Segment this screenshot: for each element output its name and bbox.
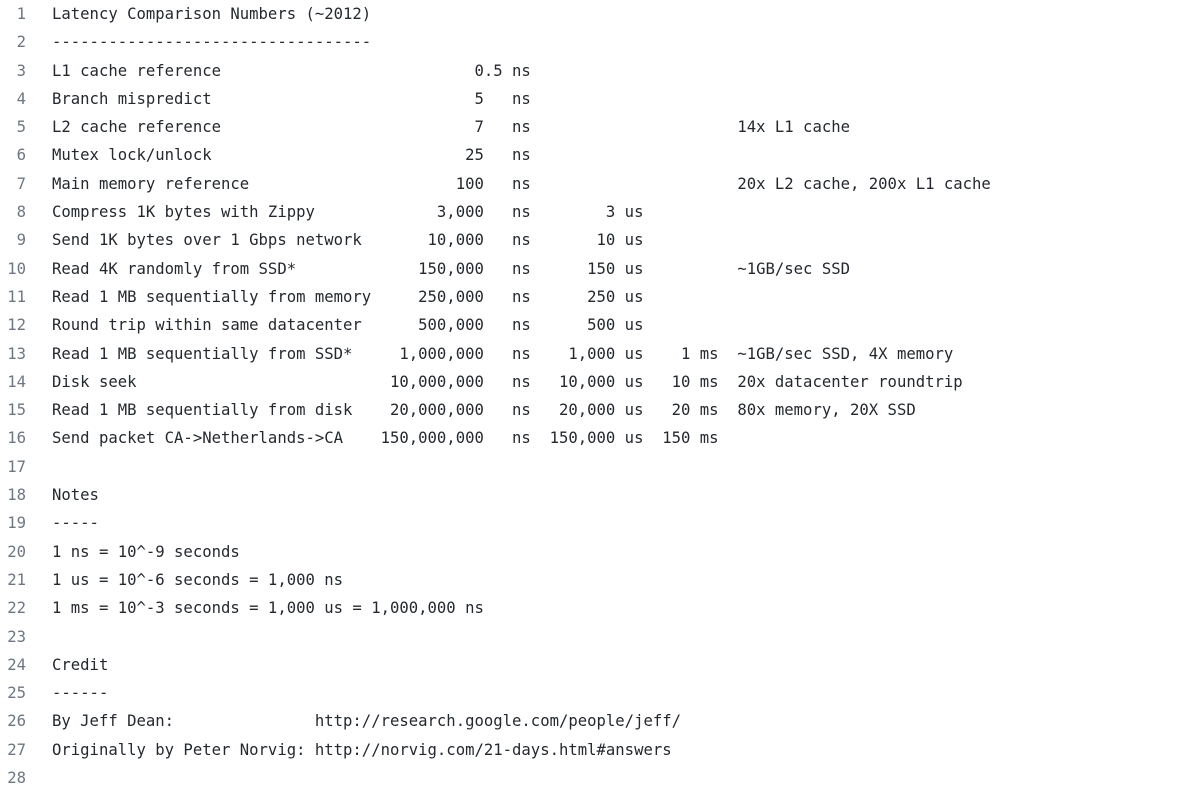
line-number: 18	[7, 486, 26, 505]
line-number: 7	[16, 174, 26, 193]
code-text: Compress 1K bytes with Zippy 3,000 ns 3 us	[52, 203, 644, 222]
code-line	[0, 707, 1200, 735]
code-text: Send packet CA->Netherlands->CA 150,000,000 ns 150,000 us 150 ms	[52, 429, 719, 448]
line-number: 2	[16, 33, 26, 52]
code-text: Send 1K bytes over 1 Gbps network 10,000 ns 10 us	[52, 231, 644, 250]
code-line	[0, 198, 1200, 226]
code-text: Branch mispredict 5 ns	[52, 89, 531, 108]
code-line	[0, 566, 1200, 594]
code-text: 1 ms = 10^-3 seconds = 1,000 us = 1,000,000 ns	[52, 599, 484, 618]
line-number: 4	[16, 89, 26, 108]
code-line	[0, 538, 1200, 566]
code-line	[0, 396, 1200, 424]
line-number: 10	[7, 259, 26, 278]
code-line	[0, 623, 1200, 651]
code-text: -----	[52, 514, 99, 533]
code-line	[0, 424, 1200, 452]
code-text: Read 1 MB sequentially from SSD* 1,000,000 ns 1,000 us 1 ms ~1GB/sec SSD, 4X memory	[52, 344, 954, 363]
code-line	[0, 340, 1200, 368]
line-number: 13	[7, 344, 26, 363]
line-number: 1	[16, 5, 26, 23]
line-number: 24	[7, 655, 26, 674]
code-text: 1 us = 10^-6 seconds = 1,000 ns	[52, 570, 344, 589]
code-text: Mutex lock/unlock 25 ns	[52, 146, 531, 165]
code-text: Originally by Peter Norvig: http://norvig.com/21-days.html#answers	[52, 740, 672, 759]
code-text: L2 cache reference 7 ns 14x L1 cache	[52, 118, 850, 137]
code-line	[0, 57, 1200, 85]
code-text: Disk seek 10,000,000 ns 10,000 us 10 ms 20x datacenter roundtrip	[52, 372, 963, 391]
code-line	[0, 453, 1200, 481]
code-line	[0, 368, 1200, 396]
line-number: 3	[16, 61, 26, 80]
line-number: 5	[16, 118, 26, 137]
code-line	[0, 141, 1200, 169]
code-text: By Jeff Dean: http://research.google.com/people/jeff/	[52, 712, 682, 731]
code-line	[0, 651, 1200, 679]
line-number: 14	[7, 372, 26, 391]
code-line	[0, 0, 1200, 28]
code-text: Main memory reference 100 ns 20x L2 cache, 200x L1 cache	[52, 174, 991, 193]
code-text: Read 4K randomly from SSD* 150,000 ns 150 us ~1GB/sec SSD	[52, 259, 850, 278]
line-number: 12	[7, 316, 26, 335]
line-number: 9	[16, 231, 26, 250]
code-line	[0, 255, 1200, 283]
line-number: 11	[7, 287, 26, 306]
code-line	[0, 28, 1200, 56]
code-text: Notes	[52, 486, 99, 505]
code-line	[0, 594, 1200, 622]
code-text: Round trip within same datacenter 500,000 ns 500 us	[52, 316, 644, 335]
code-line	[0, 736, 1200, 764]
code-text: Read 1 MB sequentially from disk 20,000,000 ns 20,000 us 20 ms 80x memory, 20X SSD	[52, 401, 916, 420]
line-number: 21	[7, 570, 26, 589]
line-number: 23	[7, 627, 26, 646]
line-number: 16	[7, 429, 26, 448]
line-number: 8	[16, 203, 26, 222]
line-number: 26	[7, 712, 26, 731]
code-line	[0, 679, 1200, 707]
code-text: Credit	[52, 655, 109, 674]
code-line	[0, 170, 1200, 198]
code-line	[0, 283, 1200, 311]
code-text: L1 cache reference 0.5 ns	[52, 61, 531, 80]
line-number: 22	[7, 599, 26, 618]
code-line	[0, 311, 1200, 339]
code-line	[0, 85, 1200, 113]
line-number: 17	[7, 457, 26, 476]
code-line	[0, 481, 1200, 509]
code-text: ----------------------------------	[52, 33, 372, 52]
line-number: 27	[7, 740, 26, 759]
line-number: 25	[7, 684, 26, 703]
code-line	[0, 113, 1200, 141]
code-text: Latency Comparison Numbers (~2012)	[52, 5, 372, 23]
code-text: Read 1 MB sequentially from memory 250,000 ns 250 us	[52, 287, 644, 306]
code-line	[0, 226, 1200, 254]
line-number: 20	[7, 542, 26, 561]
line-number: 19	[7, 514, 26, 533]
code-line	[0, 509, 1200, 537]
code-text: ------	[52, 684, 109, 703]
line-number: 6	[16, 146, 26, 165]
code-text: 1 ns = 10^-9 seconds	[52, 542, 240, 561]
line-number: 15	[7, 401, 26, 420]
line-number: 28	[7, 769, 26, 788]
code-line	[0, 764, 1200, 792]
